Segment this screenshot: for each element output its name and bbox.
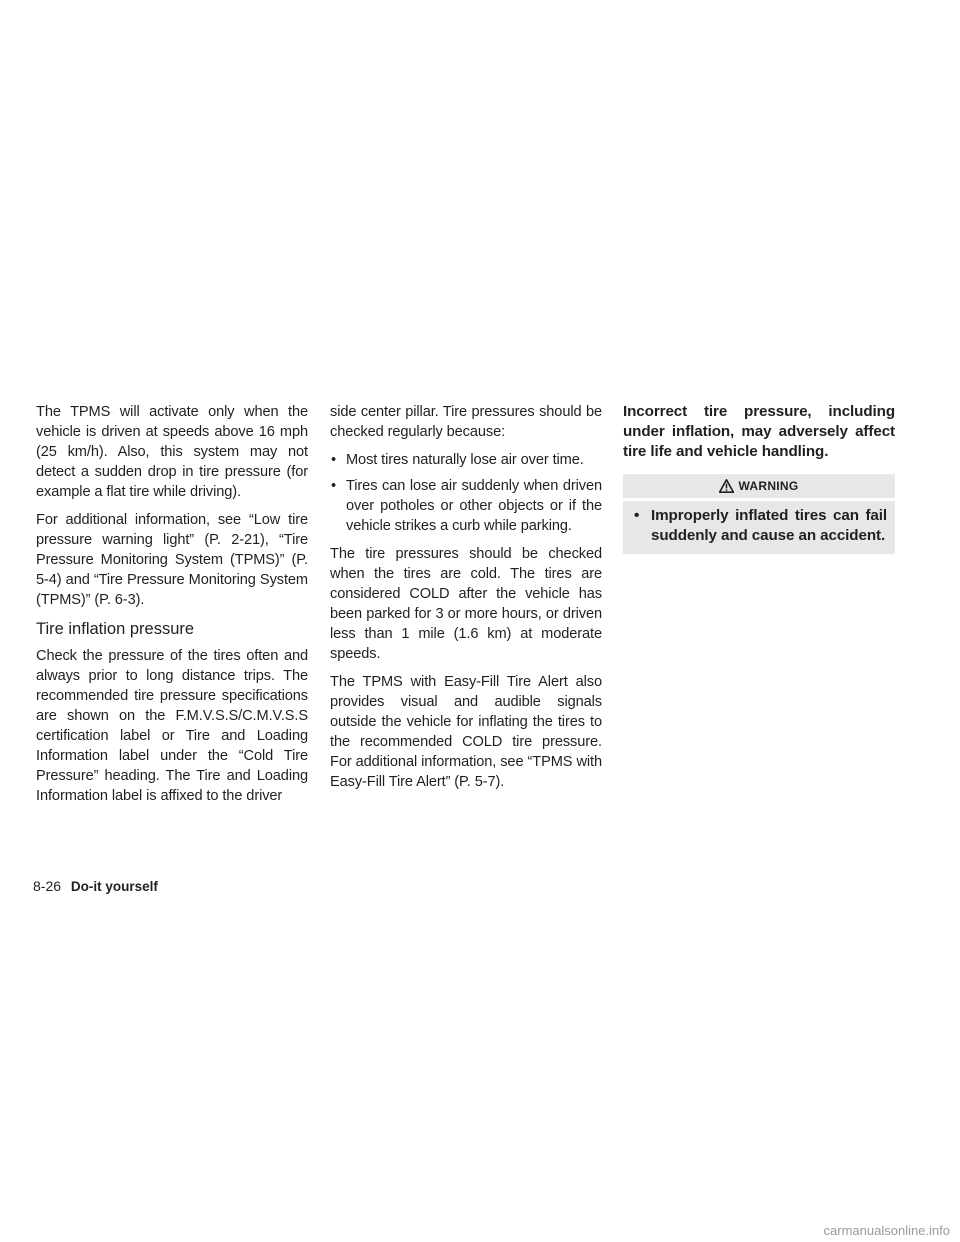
section-heading-tire-inflation: Tire inflation pressure [36, 620, 195, 638]
list-item: • Most tires naturally lose air over time. [330, 450, 602, 470]
paragraph-pillar-continued: side center pillar. Tire pressures should be checked regularly because: [330, 404, 602, 440]
warning-title: WARNING [738, 479, 799, 493]
warning-triangle-icon [719, 479, 734, 493]
text-column-3 [623, 402, 895, 554]
page-footer [33, 876, 158, 897]
warning-body [623, 501, 895, 554]
paragraph-easy-fill: The TPMS with Easy-Fill Tire Alert also provides visual and audible signals outside the vehicle for inflating the tires to the recommended COLD tire pressure. For additional information, see “TPMS with Easy-Fill Tire Alert” (P. 5-7). [330, 674, 602, 790]
warning-box [623, 474, 895, 554]
page-number: 8-26 [33, 878, 62, 894]
list-item: • Tires can lose air suddenly when driven over potholes or other objects or if the vehicle strikes a curb while parking. [330, 476, 602, 536]
bold-caution-text: Incorrect tire pressure, including under inflation, may adversely affect tire life and vehicle handling. [623, 403, 895, 460]
text-column-1 [36, 402, 308, 814]
watermark: carmanualsonline.info [823, 1223, 950, 1238]
text-column-2 [330, 402, 602, 800]
warning-header [623, 474, 895, 498]
paragraph-check-pressure: Check the pressure of the tires often and always prior to long distance trips. The recommended tire pressure specifications are shown on the F.M.V.S.S/C.M.V.S.S certification label or Tire and Loading Information label under the “Cold Tire Pressure” heading. The Tire and Loading Information label is affixed to the driver [36, 648, 308, 804]
warning-item: • Improperly inflated tires can fail suddenly and cause an accident. [631, 506, 887, 546]
paragraph-additional-info: For additional information, see “Low tire pressure warning light” (P. 2-21), “Tire Pressure Monitoring System (TPMS)” (P. 5-4) and “Tire Pressure Monitoring System (TPMS)” (P. 6-3). [36, 512, 308, 608]
paragraph-tpms-activation: The TPMS will activate only when the vehicle is driven at speeds above 16 mph (25 km/h). Also, this system may not detect a sudden drop in tire pressure (for example a flat tire while driving). [36, 404, 308, 500]
paragraph-cold-tires: The tire pressures should be checked when the tires are cold. The tires are considered COLD after the vehicle has been parked for 3 or more hours, or driven less than 1 mile (1.6 km) at moderate speeds. [330, 546, 602, 662]
section-name: Do-it yourself [70, 879, 158, 894]
reasons-list [330, 450, 602, 536]
